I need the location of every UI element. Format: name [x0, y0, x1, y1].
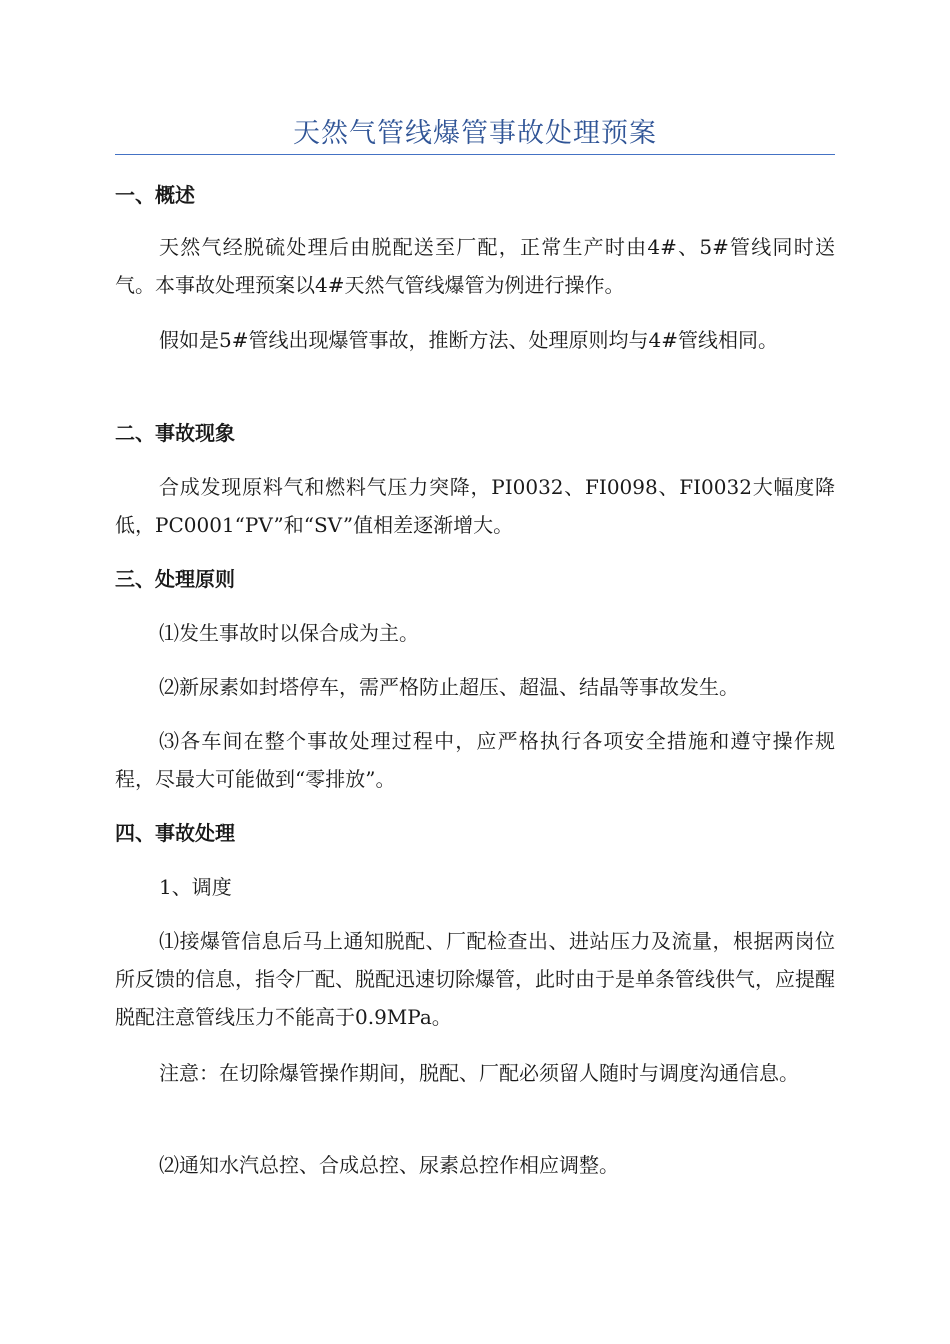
phenomenon-paragraph: 合成发现原料气和燃料气压力突降，PI0032、FI0098、FI0032大幅度降低，PC0001“PV”和“SV”值相差逐渐增大。	[115, 475, 835, 537]
principle-item-2: ⑵新尿素如封塔停车，需严格防止超压、超温、结晶等事故发生。	[159, 675, 739, 699]
handling-paragraph-2: ⑵通知水汽总控、合成总控、尿素总控作相应调整。	[159, 1153, 619, 1177]
handling-note: 注意：在切除爆管操作期间，脱配、厂配必须留人随时与调度沟通信息。	[159, 1061, 799, 1085]
principle-item-1: ⑴发生事故时以保合成为主。	[159, 621, 419, 645]
overview-paragraph-2: 假如是5#管线出现爆管事故，推断方法、处理原则均与4#管线相同。	[159, 328, 778, 352]
title-underline	[115, 154, 835, 155]
principle-item-3: ⑶各车间在整个事故处理过程中，应严格执行各项安全措施和遵守操作规程，尽最大可能做到“零排放”。	[115, 729, 835, 791]
overview-paragraph-1: 天然气经脱硫处理后由脱配送至厂配，正常生产时由4#、5#管线同时送气。本事故处理预案以4#天然气管线爆管为例进行操作。	[115, 235, 835, 297]
handling-subheading-dispatch: 1、调度	[159, 875, 232, 899]
document-title: 天然气管线爆管事故处理预案	[293, 118, 657, 149]
handling-paragraph-1: ⑴接爆管信息后马上通知脱配、厂配检查出、进站压力及流量，根据两岗位所反馈的信息，指令厂配、脱配迅速切除爆管，此时由于是单条管线供气，应提醒脱配注意管线压力不能高于0.9MPa。	[115, 929, 835, 1029]
section-heading-overview: 一、概述	[115, 183, 195, 207]
section-heading-principles: 三、处理原则	[115, 567, 235, 591]
section-heading-phenomenon: 二、事故现象	[115, 421, 235, 445]
section-heading-handling: 四、事故处理	[115, 821, 235, 845]
